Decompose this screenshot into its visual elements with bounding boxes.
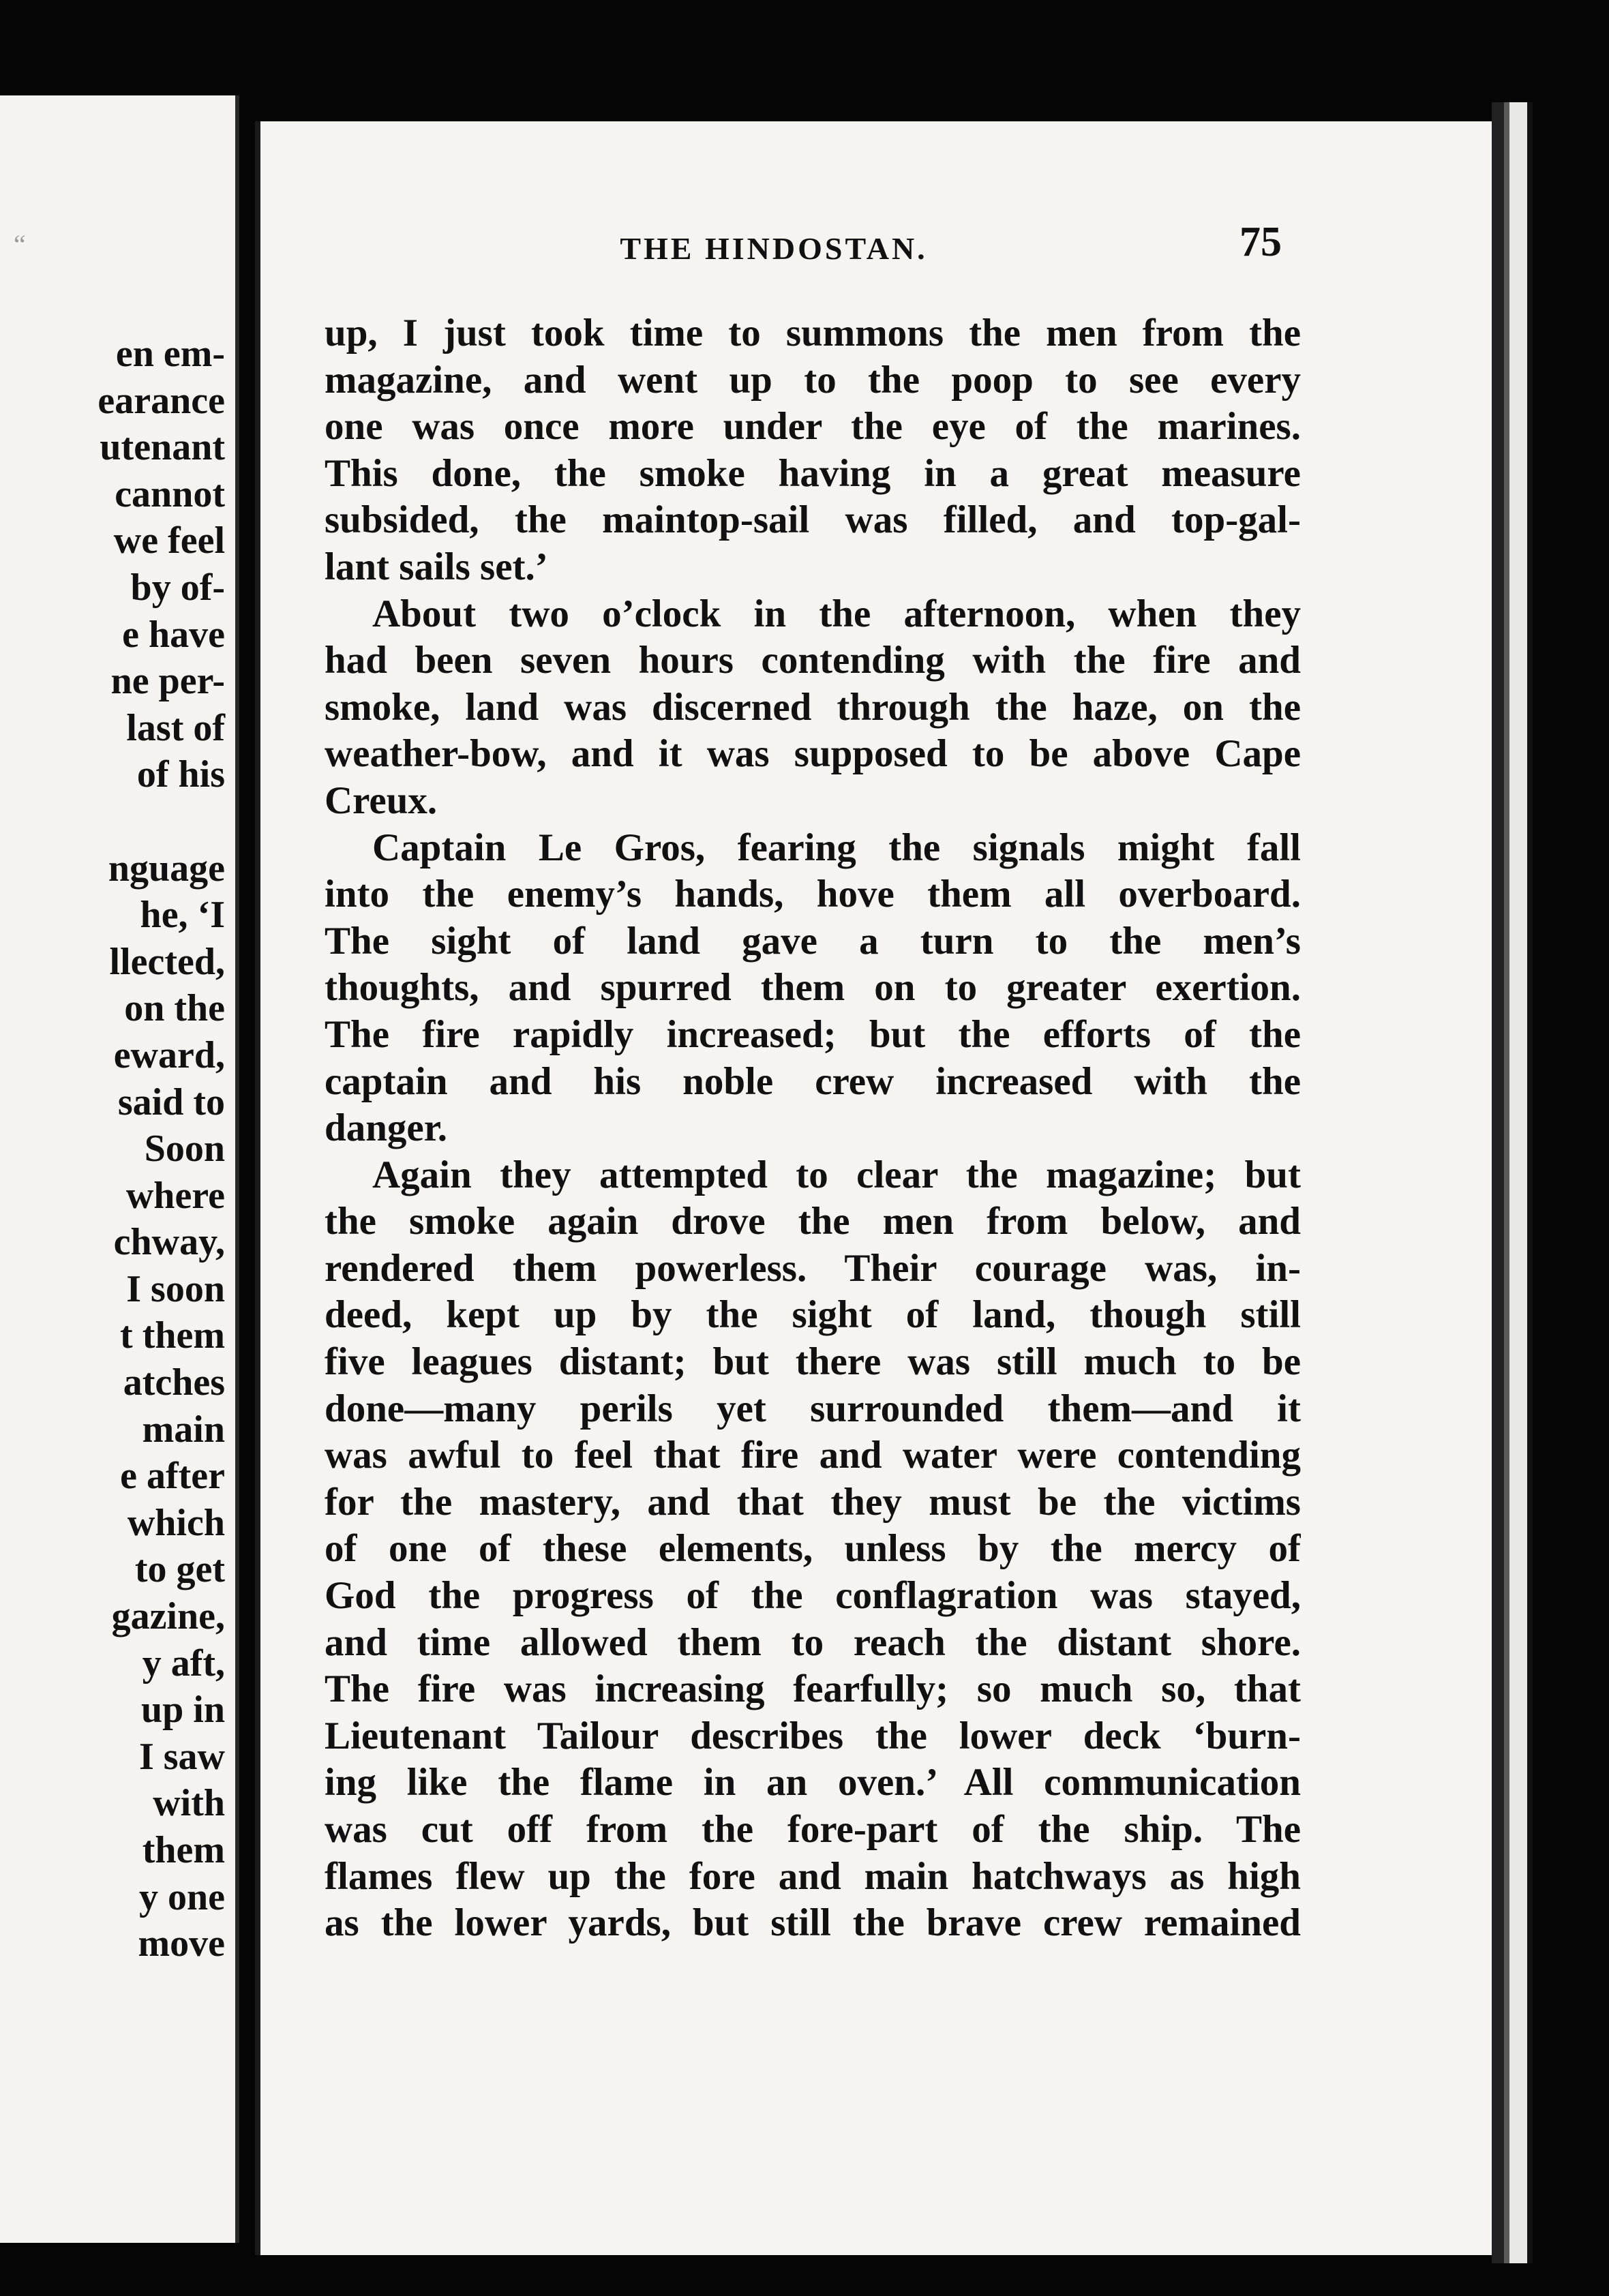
text-line: About two o’clock in the afternoon, when they	[372, 592, 1301, 635]
left-line: I soon	[126, 1267, 225, 1310]
left-line: atches	[123, 1361, 225, 1404]
text-line: subsided, the maintop-sail was filled, and top-gal-	[325, 498, 1301, 542]
left-line: up in	[141, 1689, 225, 1732]
text-line: The sight of land gave a turn to the men’s	[325, 919, 1301, 963]
text-line: smoke, land was discerned through the haze, on the	[325, 685, 1301, 729]
left-line: chway,	[113, 1221, 225, 1264]
text-line: five leagues distant; but there was still much to be	[325, 1340, 1301, 1384]
left-line: nguage	[108, 847, 225, 890]
text-line: deed, kept up by the sight of land, though still	[325, 1293, 1301, 1337]
text-line: up, I just took time to summons the men from the	[325, 312, 1301, 354]
left-line: last of	[126, 706, 225, 749]
text-line: captain and his noble crew increased with the	[325, 1059, 1301, 1103]
page-number: 75	[1239, 219, 1282, 265]
left-line: on the	[124, 987, 225, 1030]
left-line: we feel	[113, 519, 225, 562]
left-line: move	[138, 1922, 225, 1965]
text-line: and time allowed them to reach the distant shore.	[325, 1620, 1301, 1664]
left-line: where	[125, 1174, 225, 1217]
text-line: of one of these elements, unless by the mercy of	[325, 1527, 1301, 1571]
left-page	[0, 95, 239, 2243]
left-line: main	[142, 1408, 225, 1451]
left-line: I saw	[138, 1735, 225, 1778]
left-line: Soon	[144, 1128, 225, 1170]
page-body-text	[325, 310, 1301, 1947]
left-line	[0, 798, 225, 845]
left-line: he, ‘I	[140, 894, 225, 937]
page-edge	[1492, 102, 1533, 2263]
text-line: one was once more under the eye of the marines.	[325, 405, 1301, 449]
left-line: y one	[139, 1875, 225, 1918]
text-line: The fire was increasing fearfully; so much so, that	[325, 1667, 1301, 1711]
text-line: as the lower yards, but still the brave crew remained	[325, 1901, 1301, 1945]
text-line: flames flew up the fore and main hatchways as high	[325, 1854, 1301, 1898]
text-line: rendered them powerless. Their courage was, in-	[325, 1246, 1301, 1290]
left-line: cannot	[115, 472, 225, 515]
text-line: weather-bow, and it was supposed to be above Cape	[325, 732, 1301, 776]
left-page-mark: “	[14, 229, 26, 260]
left-line: of his	[136, 753, 225, 796]
left-line: ne per-	[110, 660, 225, 703]
text-line: danger.	[325, 1106, 448, 1150]
left-line: en em-	[115, 333, 225, 375]
text-line: done—many perils yet surrounded them—and it	[325, 1387, 1301, 1430]
left-line: to get	[134, 1548, 225, 1591]
text-line: Again they attempted to clear the magazine; but	[372, 1153, 1301, 1196]
text-line: Lieutenant Tailour describes the lower deck ‘burn-	[325, 1714, 1301, 1757]
text-line: This done, the smoke having in a great measure	[325, 451, 1301, 495]
text-line: into the enemy’s hands, hove them all overboard.	[325, 873, 1301, 916]
left-line: which	[127, 1501, 225, 1544]
running-title: THE HINDOSTAN.	[620, 231, 928, 266]
left-line: eward,	[113, 1033, 225, 1076]
text-line: was cut off from the fore-part of the ship. The	[325, 1808, 1301, 1851]
left-line: y aft,	[142, 1642, 225, 1685]
text-line: magazine, and went up to the poop to see every	[325, 358, 1301, 402]
left-line: earance	[97, 379, 225, 422]
text-line: lant sails set.’	[325, 545, 548, 588]
text-line: Captain Le Gros, fearing the signals might fall	[372, 826, 1301, 869]
text-line: The fire rapidly increased; but the efforts of the	[325, 1012, 1301, 1056]
text-line: was awful to feel that fire and water were contending	[325, 1434, 1301, 1477]
left-page-text	[0, 331, 225, 1967]
left-line: with	[153, 1782, 225, 1825]
left-line: e have	[122, 613, 225, 656]
text-line: for the mastery, and that they must be the victims	[325, 1480, 1301, 1524]
left-line: e after	[120, 1455, 225, 1498]
text-line: Creux.	[325, 779, 438, 822]
running-head	[320, 218, 1282, 280]
left-line: utenant	[100, 426, 225, 469]
text-line: God the progress of the conflagration was stayed,	[325, 1574, 1301, 1618]
left-line: llected,	[109, 940, 225, 983]
left-line: t them	[120, 1314, 225, 1357]
left-line: said to	[117, 1081, 225, 1123]
left-line: them	[142, 1829, 225, 1871]
left-line: gazine,	[111, 1595, 225, 1638]
left-line: by of-	[130, 566, 225, 609]
text-line: had been seven hours contending with the fire and	[325, 639, 1301, 682]
text-line: thoughts, and spurred them on to greater exertion.	[325, 966, 1301, 1010]
text-line: the smoke again drove the men from below, and	[325, 1200, 1301, 1243]
text-line: ing like the flame in an oven.’ All communication	[325, 1761, 1301, 1804]
